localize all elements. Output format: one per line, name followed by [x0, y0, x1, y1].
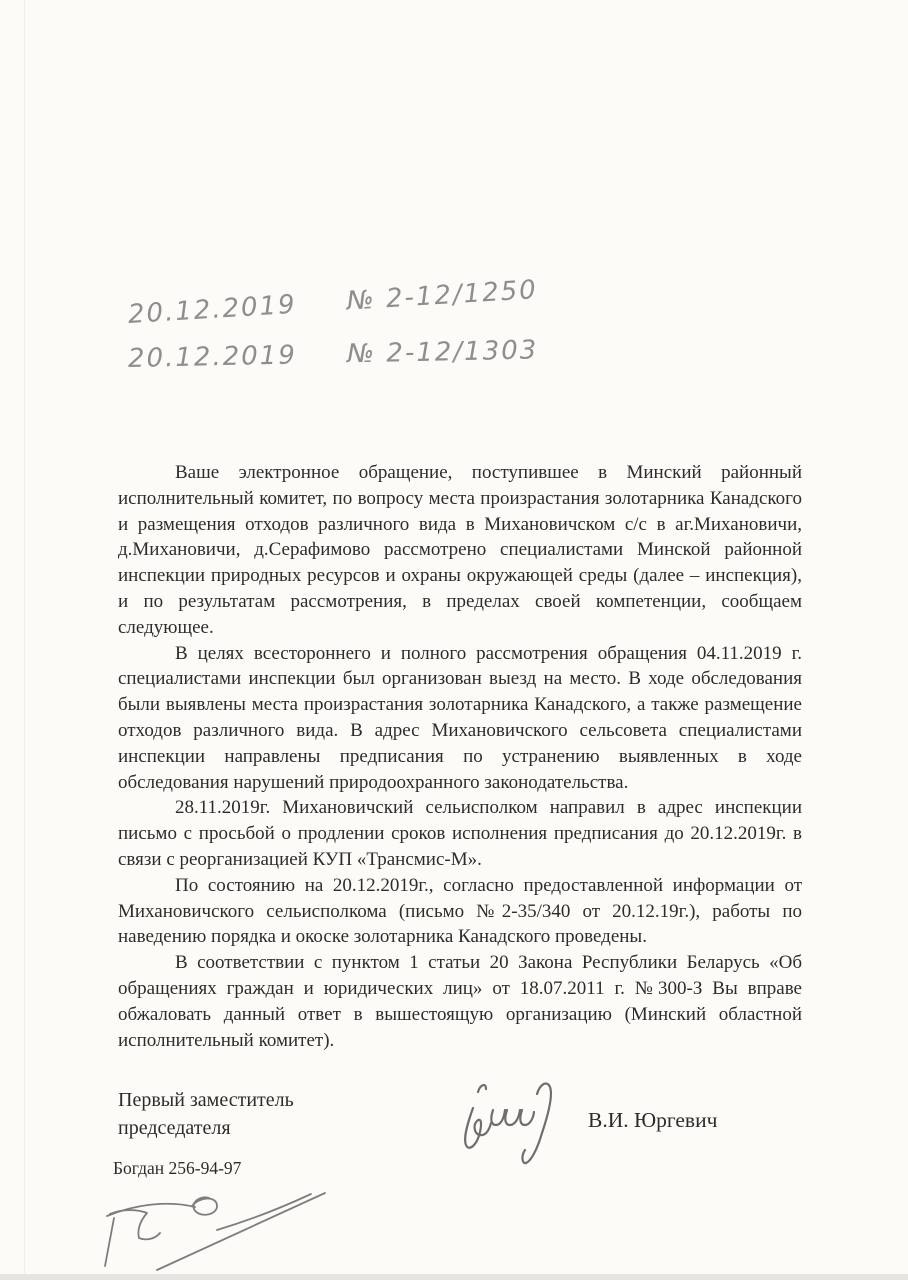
- handwritten-registration-block: [127, 274, 539, 374]
- letter-paragraph: 28.11.2019г. Михановичский сельисполком направил в адрес инспекции письмо с просьбой о продлении сроков исполнения предписания до 20.12.2019г. в связи с реорганизацией КУП «Трансмис-М».: [118, 797, 802, 870]
- executor-contact: Богдан 256-94-97: [113, 1158, 242, 1178]
- signer-name: В.И. Юргевич: [588, 1108, 718, 1132]
- letter-body: [118, 460, 802, 1053]
- registration-date: 20.12.2019: [127, 289, 298, 330]
- letter-paragraph: В целях всестороннего и полного рассмотрения обращения 04.11.2019 г. специалистами инспекции был организован выезд на место. В ходе обследования были выявлены места произрастания золотарника Канадского, а также размещение отходов различного вида. В адрес Михановичского сельсовета специалистами инспекции направлены предписания по устранению выявленных в ходе обследования нарушений природоохранного законодательства.: [118, 642, 802, 793]
- signer-position-line: председателя: [118, 1117, 231, 1139]
- registration-entry: [127, 275, 538, 330]
- registration-number: № 2-12/1250: [345, 274, 539, 317]
- signer-position-line: Первый заместитель: [118, 1089, 294, 1111]
- letter-paragraph: В соответствии с пунктом 1 статьи 20 Закона Республики Беларусь «Об обращениях граждан и юридических лиц» от 18.07.2011 г. №300-З Вы вправе обжаловать данный ответ в вышестоящую организацию (Минский областной исполнительный комитет).: [118, 952, 802, 1051]
- executor-signature-scribble: [95, 1176, 340, 1274]
- official-signature: [448, 1068, 566, 1176]
- registration-date: 20.12.2019: [127, 340, 298, 374]
- scan-edge-shadow: [0, 1274, 908, 1280]
- registration-entry: [128, 335, 539, 374]
- registration-number: № 2-12/1303: [346, 335, 539, 370]
- letter-paragraph: По состоянию на 20.12.2019г., согласно предоставленной информации от Михановичского сельисполкома (письмо №2-35/340 от 20.12.19г.), работы по наведению порядка и окоске золотарника Канадского проведены.: [118, 874, 802, 948]
- letter-paragraph: Ваше электронное обращение, поступившее в Минский районный исполнительный комитет, по вопросу места произрастания золотарника Канадского и размещения отходов различного вида в Михановичском с/с в аг.Михановичи, д.Михановичи, д.Серафимово рассмотрено специалистами Минской районной инспекции природных ресурсов и охраны окружающей среды (далее – инспекция), и по результатам рассмотрения, в пределах своей компетенции, сообщаем следующее.: [118, 462, 802, 638]
- scan-edge-left: [24, 0, 25, 1280]
- signer-position-title: [118, 1086, 294, 1142]
